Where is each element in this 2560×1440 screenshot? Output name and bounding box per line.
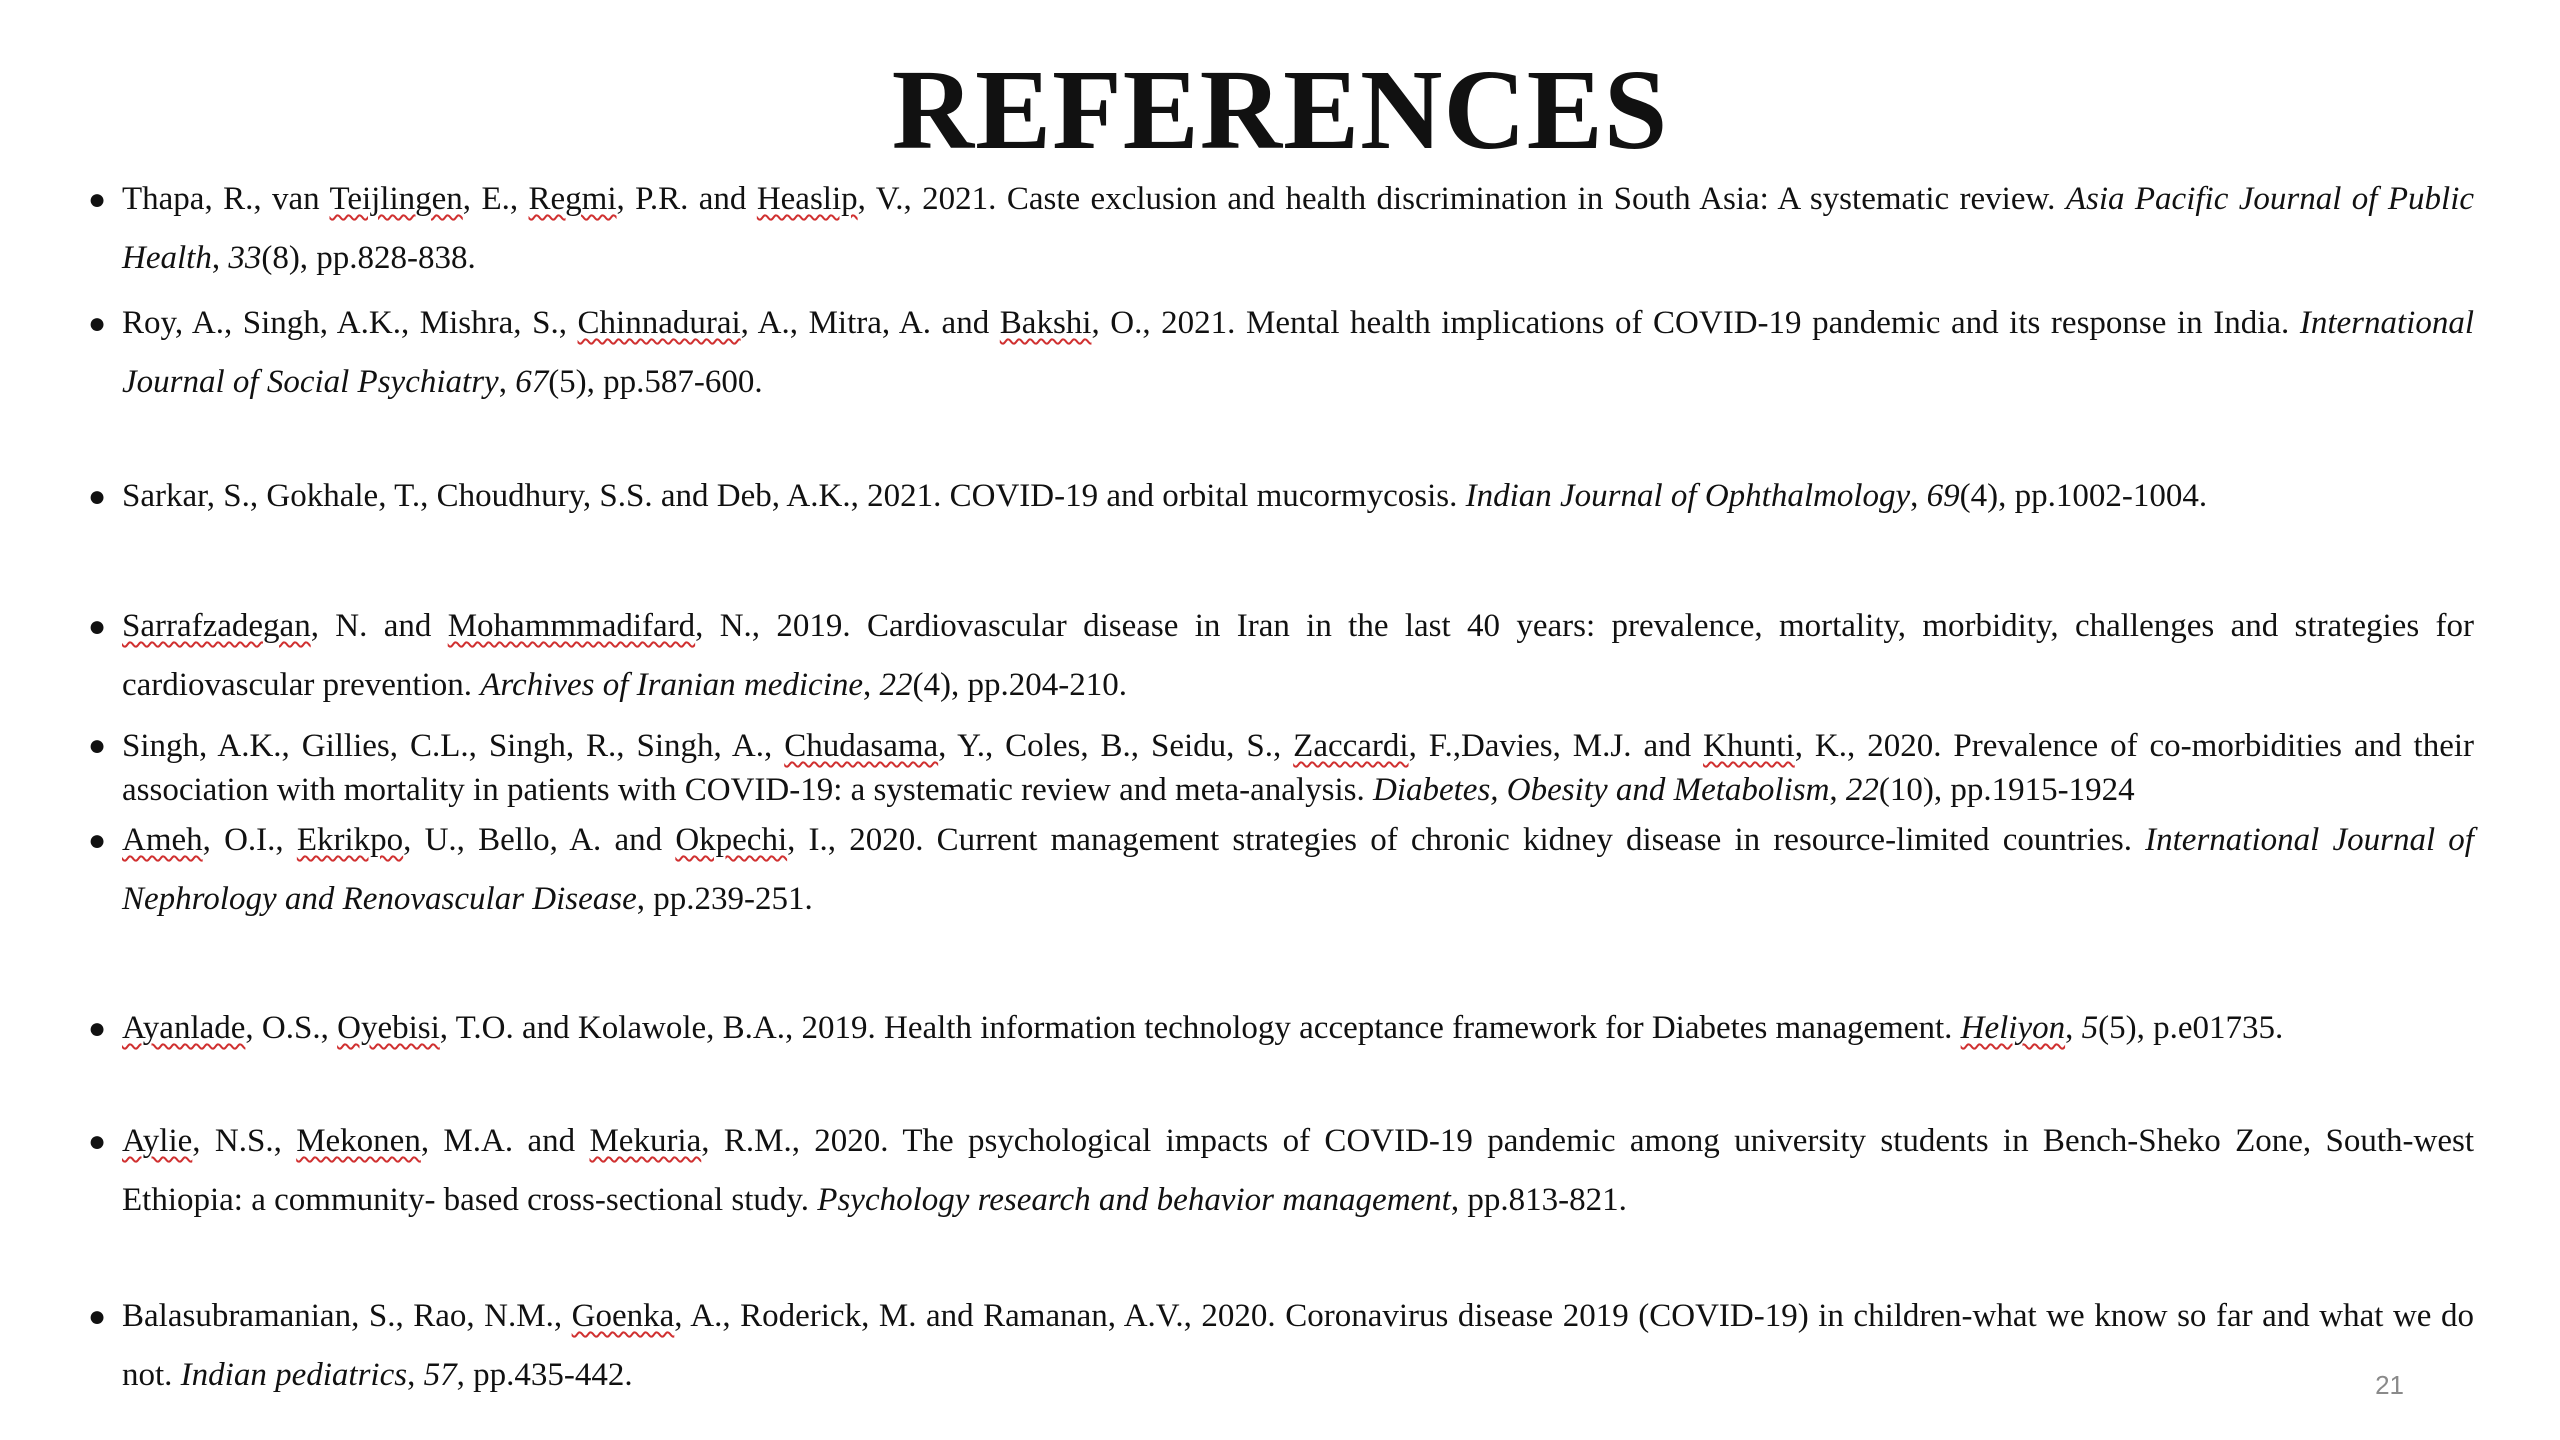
text-run: , (407, 1357, 424, 1393)
text-run: , A., Mitra, A. and (740, 305, 1000, 341)
text-run: 5 (2081, 1010, 2099, 1046)
bullet-icon: ● (88, 610, 107, 643)
spellcheck-word: Bakshi (999, 305, 1092, 341)
reference-authors (122, 181, 1007, 217)
text-run: , N., 2019. (695, 608, 867, 644)
reference-item (88, 1287, 2474, 1405)
text-run: , T.O. and Kolawole, B.A., 2019. (439, 1010, 885, 1046)
text-run: 22 (1845, 772, 1879, 808)
text-run: (8), pp.828-838. (261, 240, 476, 276)
reference-authors (122, 1298, 1285, 1334)
text-run: , P.R. and (616, 181, 757, 217)
spellcheck-word: Ayanlade (122, 1010, 246, 1046)
text-run: , pp.435-442. (456, 1357, 633, 1393)
text-run: , K., 2020. (1794, 728, 1954, 764)
reference-authors (122, 305, 1246, 341)
reference-journal: Indian Journal of Ophthalmology (1465, 478, 1911, 514)
text-run: , U., Bello, A. and (403, 822, 676, 858)
reference-title: Current management strategies of chronic kidney disease in resource-limited countries. (936, 822, 2146, 858)
text-run: (10), pp.1915-1924 (1878, 772, 2135, 808)
text-run: , M.A. and (420, 1123, 590, 1159)
reference-authors (122, 822, 937, 858)
text-run: 22 (879, 667, 913, 703)
text-run: 69 (1926, 478, 1960, 514)
reference-item (88, 1112, 2474, 1230)
bullet-icon: ● (88, 1300, 107, 1333)
reference-details (2065, 1010, 2283, 1046)
text-run: 57 (423, 1357, 457, 1393)
spellcheck-word: Ameh (122, 822, 203, 858)
text-run: , pp.239-251. (636, 881, 813, 917)
text-run: (4), pp.1002-1004. (1959, 478, 2208, 514)
text-run: , A., Roderick, M. and Ramanan, A.V., 2020. (674, 1298, 1286, 1334)
reference-item (88, 724, 2475, 812)
text-run: Thapa, R., van (122, 181, 330, 217)
reference-authors (122, 478, 950, 514)
reference-journal: International Journal of Nephrology and Renovascular Disease (122, 822, 2474, 917)
spellcheck-word: Sarrafzadegan (122, 608, 311, 644)
reference-item (88, 294, 2474, 412)
text-run: , (498, 364, 516, 400)
spellcheck-word: Aylie (122, 1123, 193, 1159)
reference-details (637, 881, 813, 917)
reference-title: Caste exclusion and health discrimination in South Asia: A systematic review. (1006, 181, 2066, 217)
spellcheck-word: Teijlingen (329, 181, 463, 217)
reference-item (88, 467, 2474, 526)
bullet-icon: ● (88, 824, 107, 857)
reference-title: The psychological impacts of COVID-19 pandemic among university students in Bench-Sheko Zone, South-west Ethiopia: a community- based cross-sectional study. (122, 1123, 2474, 1218)
text-run: Singh, A.K., Gillies, C.L., Singh, R., Singh, A., (122, 728, 785, 764)
reference-item (88, 999, 2474, 1058)
text-run: , O.S., (245, 1010, 338, 1046)
text-run: , (2065, 1010, 2082, 1046)
text-run: (5), pp.587-600. (548, 364, 763, 400)
reference-item (88, 811, 2474, 929)
slide-title: REFERENCES (891, 46, 1669, 173)
reference-authors (122, 608, 867, 644)
text-run: (5), p.e01735. (2098, 1010, 2284, 1046)
bullet-icon: ● (88, 1125, 107, 1158)
text-run: 67 (515, 364, 549, 400)
reference-journal: Archives of Iranian medicine (480, 667, 864, 703)
reference-item (88, 597, 2474, 715)
reference-title: Coronavirus disease 2019 (COVID-19) in children-what we know so far and what we do not. (122, 1298, 2474, 1393)
spellcheck-word: Chudasama (784, 728, 939, 764)
text-run: , E., (462, 181, 529, 217)
spellcheck-word: Goenka (571, 1298, 675, 1334)
reference-title: Prevalence of co-morbidities and their association with mortality in patients with COVID-19: a systematic review and meta-analysis. (122, 728, 2475, 808)
reference-journal: Psychology research and behavior management (817, 1182, 1451, 1218)
text-run: , O.I., (202, 822, 297, 858)
reference-details (863, 667, 1127, 703)
reference-journal: Heliyon (1960, 1010, 2066, 1046)
spellcheck-word: Zaccardi (1293, 728, 1409, 764)
reference-journal: Asia Pacific Journal of Public Health (122, 181, 2475, 276)
spellcheck-word: Heaslip (756, 181, 858, 217)
text-run: , (1910, 478, 1927, 514)
text-run: , N. and (310, 608, 448, 644)
reference-journal: International Journal of Social Psychiatry (122, 305, 2474, 400)
reference-title: Cardiovascular disease in Iran in the last 40 years: prevalence, mortality, morbidity, challenges and strategies for cardiovascular prevention. (122, 608, 2474, 703)
reference-authors (122, 728, 1953, 764)
reference-authors (122, 1010, 884, 1046)
text-run: , I., 2020. (787, 822, 937, 858)
spellcheck-word: Okpechi (675, 822, 788, 858)
text-run: , F.,Davies, M.J. and (1408, 728, 1704, 764)
bullet-icon: ● (88, 307, 107, 340)
reference-title: Health information technology acceptance framework for Diabetes management. (884, 1010, 1961, 1046)
spellcheck-word: Oyebisi (337, 1010, 440, 1046)
spellcheck-word: Mekonen (296, 1123, 421, 1159)
text-run: Balasubramanian, S., Rao, N.M., (122, 1298, 572, 1334)
spellcheck-word: Mekuria (589, 1123, 702, 1159)
text-run: Sarkar, S., Gokhale, T., Choudhury, S.S. and Deb, A.K., 2021. (122, 478, 950, 514)
reference-details (1910, 478, 2207, 514)
reference-title: COVID-19 and orbital mucormycosis. (949, 478, 1466, 514)
bullet-icon: ● (88, 480, 107, 513)
text-run: , pp.813-821. (1450, 1182, 1627, 1218)
bullet-icon: ● (88, 729, 107, 762)
text-run: , V., 2021. (857, 181, 1007, 217)
reference-details (1451, 1182, 1627, 1218)
reference-details (212, 240, 476, 276)
spellcheck-word: Regmi (528, 181, 617, 217)
reference-details (499, 364, 763, 400)
reference-details (407, 1357, 633, 1393)
text-run: , (863, 667, 880, 703)
text-run: , (1829, 772, 1846, 808)
bullet-icon: ● (88, 1012, 107, 1045)
spellcheck-word: Chinnadurai (577, 305, 741, 341)
text-run: , O., 2021. (1091, 305, 1247, 341)
spellcheck-word: Ekrikpo (296, 822, 404, 858)
text-run: , N.S., (192, 1123, 297, 1159)
reference-details (1829, 772, 2134, 808)
text-run: Roy, A., Singh, A.K., Mishra, S., (122, 305, 578, 341)
text-run: (4), pp.204-210. (912, 667, 1127, 703)
spellcheck-word: Mohammmadifard (447, 608, 696, 644)
reference-item (88, 170, 2475, 288)
text-run: , Y., Coles, B., Seidu, S., (938, 728, 1294, 764)
reference-title: Mental health implications of COVID-19 pandemic and its response in India. (1246, 305, 2300, 341)
reference-journal: Indian pediatrics (180, 1357, 408, 1393)
reference-authors (122, 1123, 902, 1159)
text-run: , (211, 240, 229, 276)
text-run: , R.M., 2020. (701, 1123, 903, 1159)
page-number: 21 (2375, 1370, 2404, 1400)
reference-journal: Diabetes, Obesity and Metabolism (1372, 772, 1830, 808)
bullet-icon: ● (88, 183, 107, 216)
text-run: 33 (228, 240, 262, 276)
spellcheck-word: Khunti (1703, 728, 1795, 764)
